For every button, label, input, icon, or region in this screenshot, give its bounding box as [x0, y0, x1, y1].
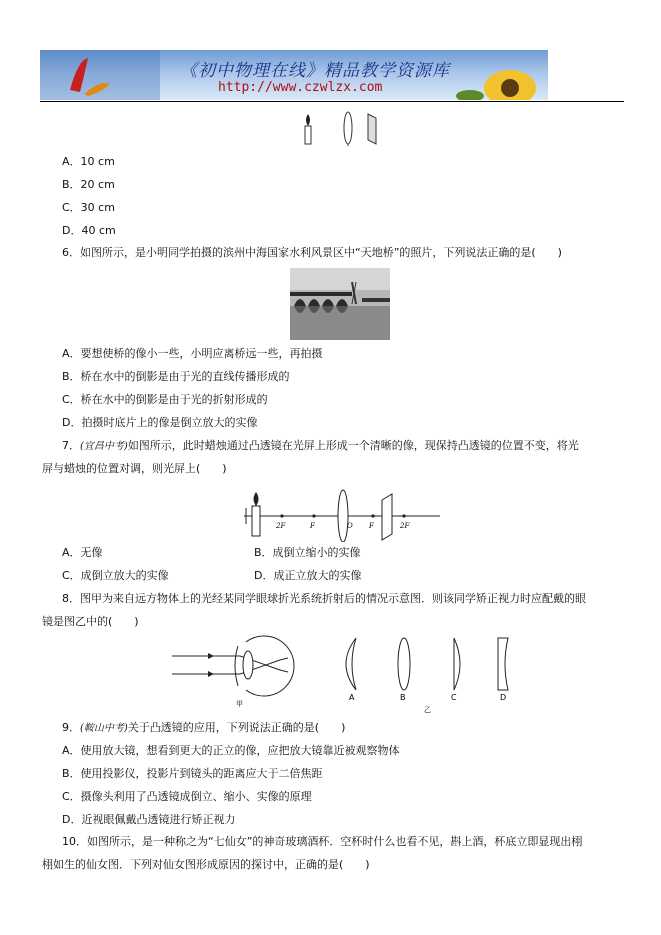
q9-option-d: D．近视眼佩戴凸透镜进行矫正视力	[62, 813, 236, 826]
lens-label-c: C	[451, 693, 457, 702]
q5-option-d: D．40 cm	[62, 224, 116, 237]
q8-stem-line2: 镜是图乙中的( )	[42, 615, 139, 628]
q8-figure	[168, 634, 528, 714]
q7-option-d: D．成正立放大的实像	[254, 569, 362, 582]
q10-stem-line2: 栩如生的仙女图．下列对仙女图形成原因的探讨中，正确的是( )	[42, 858, 370, 871]
lens-label-a: A	[349, 693, 355, 702]
banner-title: 《初中物理在线》精品教学资源库	[180, 61, 450, 81]
q7-stem-line1	[62, 439, 579, 454]
q9-option-c: C．摄像头利用了凸透镜成倒立、缩小、实像的原理	[62, 790, 312, 803]
q7-label-f-right: F	[369, 522, 374, 530]
q6-option-b: B．桥在水中的倒影是由于光的直线传播形成的	[62, 370, 290, 383]
q9-stem-text: 关于凸透镜的应用，下列说法正确的是( )	[127, 721, 346, 734]
q5-option-b: B．20 cm	[62, 178, 115, 191]
lens-label-b: B	[400, 693, 406, 702]
q6-option-c: C．桥在水中的倒影是由于光的折射形成的	[62, 393, 268, 406]
q5-figure	[296, 110, 386, 146]
q9-option-b: B．使用投影仪，投影片到镜头的距离应大于二倍焦距	[62, 767, 323, 780]
q5-option-c: C．30 cm	[62, 201, 115, 214]
q7-label-f-left: F	[310, 522, 315, 530]
q6-option-a: A．要想使桥的像小一些，小明应离桥远一些，再拍摄	[62, 347, 323, 360]
header-banner	[40, 50, 548, 100]
lens-b-icon	[398, 638, 410, 690]
lens-c-icon	[454, 638, 460, 690]
q7-label-2f-right: 2F	[400, 522, 410, 530]
eye-diagram	[172, 636, 294, 696]
lens-d-icon	[498, 638, 508, 690]
q8-figure-a-label: 甲	[236, 700, 243, 708]
q9-number: 9．	[62, 721, 80, 734]
header-rule	[40, 101, 624, 102]
q6-option-d: D．拍摄时底片上的像是倒立放大的实像	[62, 416, 258, 429]
q7-label-2f-left: 2F	[276, 522, 286, 530]
q6-stem: 6．如图所示，是小明同学拍摄的滨州中海国家水利风景区中“天地桥”的照片，下列说法正确的是( )	[62, 246, 562, 259]
q9-source-tag: (鞍山中考)	[80, 723, 128, 734]
q9-stem	[62, 721, 345, 736]
q10-stem-line1: 10．如图所示，是一种称之为“七仙女”的神奇玻璃酒杯．空杯时什么也看不见，斟上酒，杯底立即显现出栩	[62, 835, 583, 848]
banner-url: http://www.czwlzx.com	[218, 80, 383, 95]
q7-stem-text: 如图所示，此时蜡烛通过凸透镜在光屏上形成一个清晰的像，现保持凸透镜的位置不变，将光	[127, 439, 579, 452]
q7-optical-bench	[242, 484, 442, 542]
q7-option-a: A．无像	[62, 546, 103, 559]
lens-a-icon	[346, 638, 356, 690]
q7-source-tag: (宜昌中考)	[80, 441, 128, 452]
q7-option-b: B．成倒立缩小的实像	[254, 546, 361, 559]
q5-option-a: A．10 cm	[62, 155, 115, 168]
q6-bridge-photo	[290, 268, 390, 340]
q8-stem-line1: 8．图甲为来自远方物体上的光经某同学眼球折光系统折射后的情况示意图．则该同学矫正视力时应配戴的眼	[62, 592, 586, 605]
lens-label-d: D	[500, 693, 507, 702]
q7-number: 7．	[62, 439, 80, 452]
q7-stem-line2: 屏与蜡烛的位置对调，则光屏上( )	[42, 462, 227, 475]
q9-option-a: A．使用放大镜，想看到更大的正立的像，应把放大镜靠近被观察物体	[62, 744, 400, 757]
q7-option-c: C．成倒立放大的实像	[62, 569, 169, 582]
q8-figure-b-label: 乙	[424, 706, 431, 714]
q7-label-o: O	[347, 522, 353, 530]
